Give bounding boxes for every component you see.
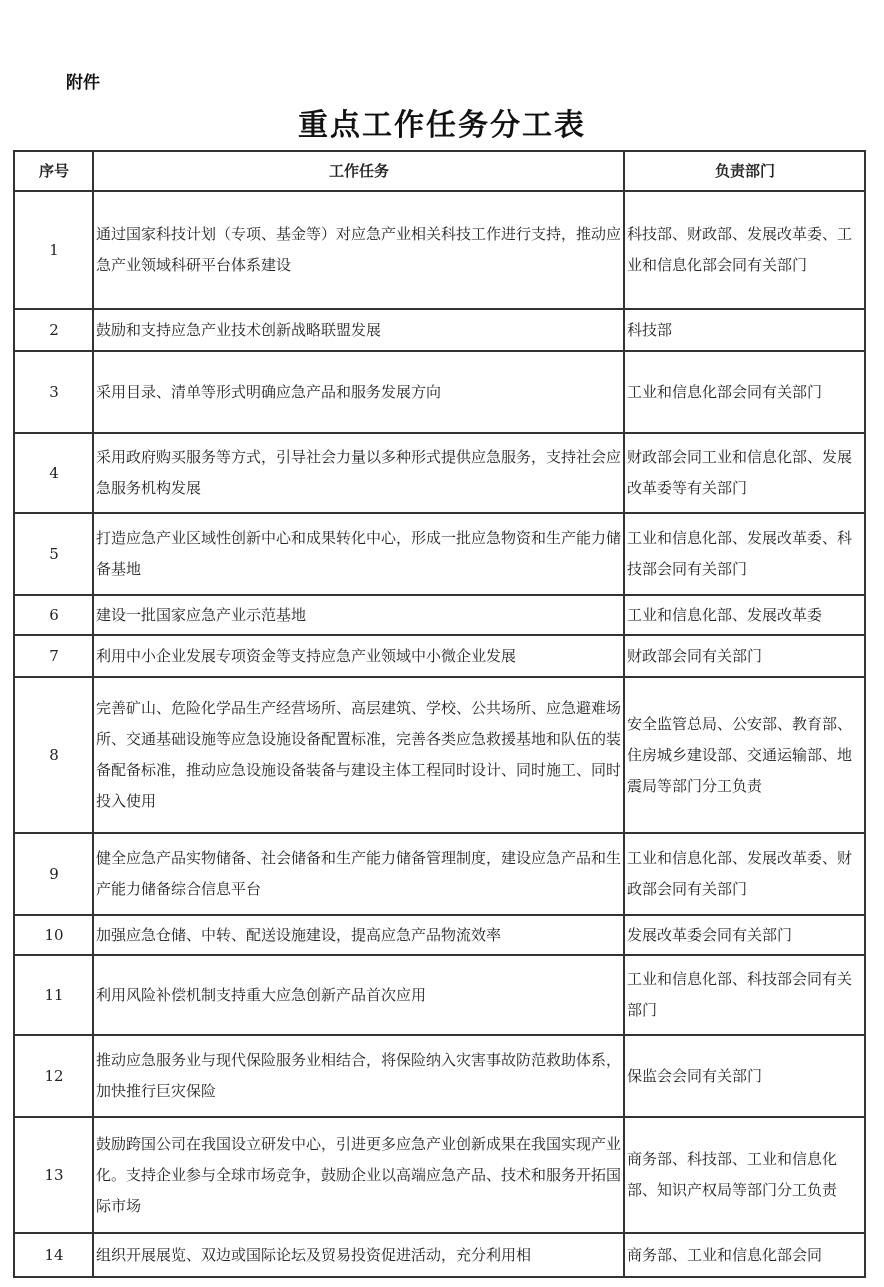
row-task: 采用目录、清单等形式明确应急产品和服务发展方向 bbox=[93, 351, 624, 433]
row-dept: 商务部、工业和信息化部会同 bbox=[624, 1233, 865, 1277]
row-number: 11 bbox=[14, 955, 93, 1035]
row-task: 加强应急仓储、中转、配送设施建设，提高应急产品物流效率 bbox=[93, 915, 624, 955]
table-row bbox=[14, 433, 865, 513]
task-table bbox=[13, 150, 866, 1278]
row-number: 10 bbox=[14, 915, 93, 955]
row-number: 7 bbox=[14, 635, 93, 677]
row-task: 打造应急产业区域性创新中心和成果转化中心，形成一批应急物资和生产能力储备基地 bbox=[93, 513, 624, 595]
row-number: 6 bbox=[14, 595, 93, 635]
table-row bbox=[14, 635, 865, 677]
row-task: 健全应急产品实物储备、社会储备和生产能力储备管理制度，建设应急产品和生产能力储备综合信息平台 bbox=[93, 833, 624, 915]
row-task: 鼓励跨国公司在我国设立研发中心，引进更多应急产业创新成果在我国实现产业化。支持企业参与全球市场竞争，鼓励企业以高端应急产品、技术和服务开拓国际市场 bbox=[93, 1117, 624, 1233]
row-number: 3 bbox=[14, 351, 93, 433]
row-dept: 工业和信息化部、发展改革委、财政部会同有关部门 bbox=[624, 833, 865, 915]
row-number: 9 bbox=[14, 833, 93, 915]
row-dept: 财政部会同工业和信息化部、发展改革委等有关部门 bbox=[624, 433, 865, 513]
table-row bbox=[14, 513, 865, 595]
row-dept: 工业和信息化部会同有关部门 bbox=[624, 351, 865, 433]
row-number: 1 bbox=[14, 191, 93, 309]
table-row bbox=[14, 1233, 865, 1277]
row-dept: 科技部 bbox=[624, 309, 865, 351]
row-number: 2 bbox=[14, 309, 93, 351]
row-number: 12 bbox=[14, 1035, 93, 1117]
table-row bbox=[14, 955, 865, 1035]
column-header-task: 工作任务 bbox=[93, 151, 624, 191]
column-header-no: 序号 bbox=[14, 151, 93, 191]
row-dept: 商务部、科技部、工业和信息化部、知识产权局等部门分工负责 bbox=[624, 1117, 865, 1233]
row-task: 利用中小企业发展专项资金等支持应急产业领域中小微企业发展 bbox=[93, 635, 624, 677]
row-dept: 财政部会同有关部门 bbox=[624, 635, 865, 677]
row-task: 鼓励和支持应急产业技术创新战略联盟发展 bbox=[93, 309, 624, 351]
row-dept: 工业和信息化部、科技部会同有关部门 bbox=[624, 955, 865, 1035]
table-row bbox=[14, 309, 865, 351]
row-dept: 安全监管总局、公安部、教育部、住房城乡建设部、交通运输部、地震局等部门分工负责 bbox=[624, 677, 865, 833]
row-task: 建设一批国家应急产业示范基地 bbox=[93, 595, 624, 635]
table-header-row bbox=[14, 151, 865, 191]
table-row bbox=[14, 915, 865, 955]
table-row bbox=[14, 1035, 865, 1117]
table-row bbox=[14, 595, 865, 635]
row-task: 组织开展展览、双边或国际论坛及贸易投资促进活动，充分利用相 bbox=[93, 1233, 624, 1277]
row-number: 8 bbox=[14, 677, 93, 833]
table-row bbox=[14, 191, 865, 309]
table-row bbox=[14, 351, 865, 433]
attachment-label: 附件 bbox=[66, 73, 100, 93]
row-number: 4 bbox=[14, 433, 93, 513]
table-row bbox=[14, 833, 865, 915]
row-number: 13 bbox=[14, 1117, 93, 1233]
row-number: 5 bbox=[14, 513, 93, 595]
row-task: 推动应急服务业与现代保险服务业相结合，将保险纳入灾害事故防范救助体系，加快推行巨灾保险 bbox=[93, 1035, 624, 1117]
row-task: 采用政府购买服务等方式，引导社会力量以多种形式提供应急服务，支持社会应急服务机构发展 bbox=[93, 433, 624, 513]
row-dept: 科技部、财政部、发展改革委、工业和信息化部会同有关部门 bbox=[624, 191, 865, 309]
row-dept: 发展改革委会同有关部门 bbox=[624, 915, 865, 955]
row-dept: 保监会会同有关部门 bbox=[624, 1035, 865, 1117]
row-dept: 工业和信息化部、发展改革委 bbox=[624, 595, 865, 635]
table-row bbox=[14, 677, 865, 833]
table-row bbox=[14, 1117, 865, 1233]
row-task: 利用风险补偿机制支持重大应急创新产品首次应用 bbox=[93, 955, 624, 1035]
page-title: 重点工作任务分工表 bbox=[298, 108, 586, 143]
column-header-dept: 负责部门 bbox=[624, 151, 865, 191]
row-number: 14 bbox=[14, 1233, 93, 1277]
row-task: 通过国家科技计划（专项、基金等）对应急产业相关科技工作进行支持，推动应急产业领域科研平台体系建设 bbox=[93, 191, 624, 309]
row-task: 完善矿山、危险化学品生产经营场所、高层建筑、学校、公共场所、应急避难场所、交通基础设施等应急设施设备配置标准，完善各类应急救援基地和队伍的装备配备标准，推动应急设施设备装备与建设主体工程同时设计、同时施工、同时投入使用 bbox=[93, 677, 624, 833]
row-dept: 工业和信息化部、发展改革委、科技部会同有关部门 bbox=[624, 513, 865, 595]
